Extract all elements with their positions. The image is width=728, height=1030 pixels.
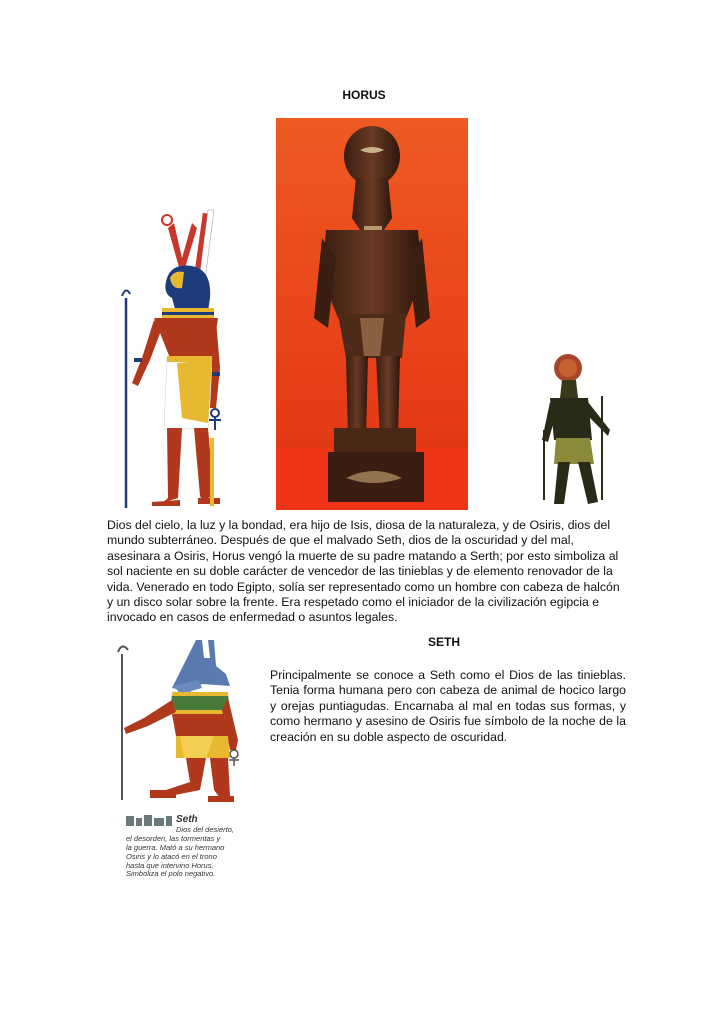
horus-description: Dios del cielo, la luz y la bondad, era hijo de Isis, diosa de la naturaleza, y de Osiris, dios del mundo subterráneo. Después de que el malvado Seth, dios de la oscuridad y del mal, asesinara a Osiris, Horus vengó la muerte de su padre matando a Serth; por esto simboliza al sol naciente en su doble carácter de vencedor de las tinieblas y de elemento renovador de la vida. Venerado en todo Egipto, solía ser representado como un hombre con cabeza de halcón y un disco solar sobre la frente. Era respetado como el iniciador de la civilización egipcia e invocado en casos de enfermedad o asuntos legales. [107,518,620,625]
seth-description: Principalmente se conoce a Seth como el Dios de las tinieblas. Tenia forma humana pero con cabeza de animal de hocico largo y orejas puntiagudas. Encarnaba al mal en todas sus formas, y como hermano y asesino de Osiris fue símbolo de la noche de la creación en su doble aspecto de oscuridad. [270,668,626,744]
seth-caption-line: el desorden, las tormentas y [126,834,221,843]
seth-caption-line: Dios del desierto, [176,825,234,834]
seth-caption-title: Seth [176,814,198,825]
seth-caption-line: hasta que intervino Horus. [126,861,214,870]
egyptian-god-small-figure [536,350,618,510]
seth-title: SETH [428,635,461,649]
horus-title: HORUS [342,88,386,102]
seth-caption-line: Osiris y lo atacó en el trono [126,852,217,861]
horus-statue-photo [276,118,468,510]
seth-painted-figure [110,640,250,810]
horus-painted-figure [112,208,230,510]
seth-caption-line: Simboliza el polo negativo. [126,869,216,878]
seth-caption-line: la guerra. Mató a su hermano [126,843,225,852]
seth-caption-card [124,810,254,878]
